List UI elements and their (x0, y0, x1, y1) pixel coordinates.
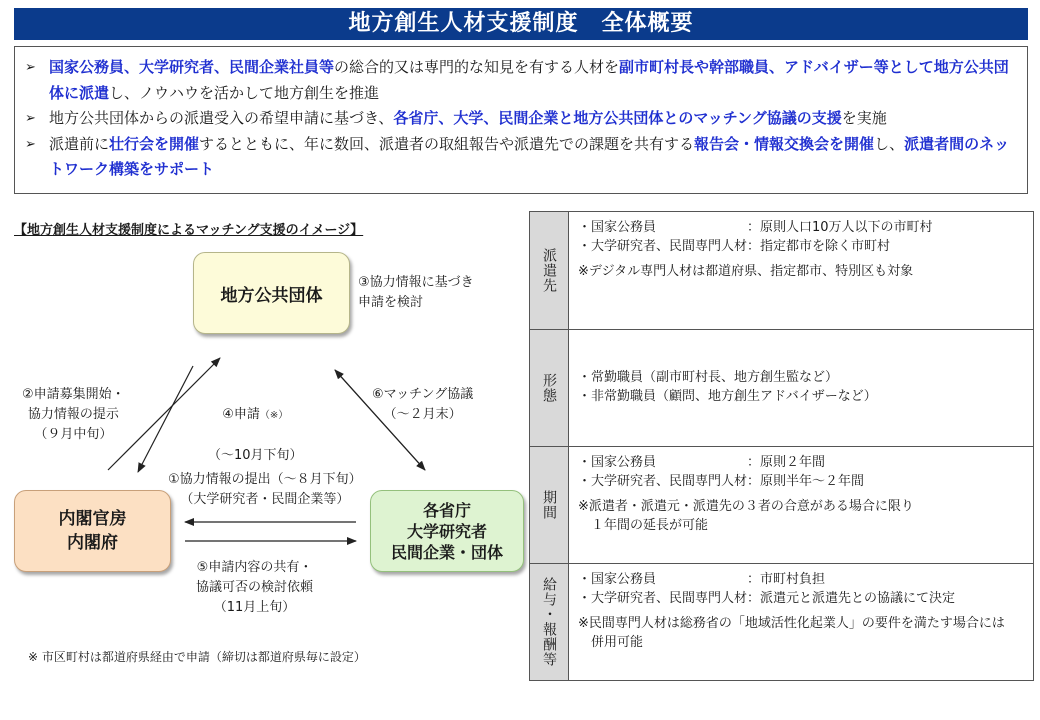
table-row-form (530, 329, 1033, 446)
step-4-note: （※） (259, 410, 289, 421)
diagram-title: 【地方創生人材支援制度によるマッチング支援のイメージ】 (14, 223, 364, 238)
row-header (530, 330, 569, 446)
step-3-label: ③協力情報に基づき 申請を検討 (358, 275, 474, 310)
highlight-text: 壮行会を開催 (109, 134, 200, 153)
row-content (578, 453, 1029, 535)
step-4-label (208, 385, 303, 466)
body-text: 地方公共団体からの派遣受入の希望申請に基づき、 (49, 109, 394, 127)
row-header (530, 212, 569, 329)
row-note: ※デジタル専門人材は都道府県、指定都市、特別区も対象 (578, 264, 914, 279)
highlight-text: 報告会・情報交換会を開催 (694, 134, 875, 153)
page-title: 地方創生人材支援制度 全体概要 (14, 8, 1028, 40)
body-text: の総合的又は専門的な知見を有する人材を (334, 58, 620, 76)
row-header (530, 447, 569, 563)
cabinet-office-box: 内閣官房 内閣府 (14, 490, 171, 572)
highlight-text: 国家公務員、大学研究者、民間企業社員等 (49, 58, 335, 76)
table-row-salary (530, 563, 1033, 680)
row-note: ※派遣者・派遣元・派遣先の３者の合意がある場合に限り １年間の延長が可能 (578, 499, 914, 533)
step-4-main: ④申請 (222, 407, 260, 422)
row-line: ・常勤職員（副市町村長、地方創生監など） (578, 370, 839, 385)
arrow-local-to-cabinet (138, 366, 193, 472)
body-text: 派遣前に (49, 134, 110, 153)
row-header-text: 給与・報酬等 (541, 577, 557, 667)
ministries-box: 各省庁 大学研究者 民間企業・団体 (370, 490, 524, 572)
row-header-text: 派遣先 (541, 248, 557, 293)
step-5-label: ⑤申請内容の共有・ 協議可否の検討依頼 （11月上旬） (196, 560, 314, 615)
row-header-text: 形態 (541, 373, 557, 403)
arrow-cabinet-to-local (108, 358, 220, 470)
table-row-period (530, 446, 1033, 563)
row-line: ・大学研究者、民間専門人材：指定都市を除く市町村 (578, 239, 891, 254)
row-note: ※民間専門人材は総務省の「地域活性化起業人」の要件を満たす場合には 併用可能 (578, 616, 1005, 650)
row-line: ・大学研究者、民間専門人材：原則半年～２年間 (578, 474, 865, 489)
row-line: ・国家公務員 ：市町村負担 (578, 572, 826, 587)
step-2-label: ②申請募集開始・ 協力情報の提示 （９月中旬） (22, 387, 125, 442)
highlight-text: 各省庁、大学、民間企業と地方公共団体とのマッチング協議の支援 (393, 109, 842, 127)
table-row-destination (530, 212, 1033, 329)
arrow-bullet-icon: ➢ (25, 60, 36, 75)
body-text: するとともに、年に数回、派遣者の取組報告や派遣先での課題を共有する (199, 134, 695, 153)
body-text: を実施 (841, 109, 887, 127)
row-line: ・国家公務員 ：原則人口10万人以下の市町村 (578, 220, 933, 235)
arrow-bullet-icon: ➢ (25, 136, 36, 152)
step-6-label: ⑥マッチング協議 （～２月末） (372, 387, 474, 422)
highlight-text: 派遣者間のネットワーク構築をサポート (49, 134, 1010, 178)
row-header-text: 期間 (541, 490, 557, 520)
body-text: し、 (874, 134, 905, 153)
row-line: ・国家公務員 ：原則２年間 (578, 455, 826, 470)
arrow-bullet-icon: ➢ (25, 111, 36, 126)
row-line: ・大学研究者、民間専門人材：派遣元と派遣先との協議にて決定 (578, 591, 956, 606)
conditions-table (529, 211, 1034, 681)
diagram-footnote: ※ 市区町村は都道府県経由で申請（締切は都道府県毎に設定） (28, 650, 366, 664)
highlight-text: 等として地方公共団体に派遣 (49, 58, 1009, 102)
row-header (530, 564, 569, 680)
row-content (578, 218, 1029, 281)
row-line: ・非常勤職員（顧問、地方創生アドバイザーなど） (578, 389, 877, 404)
step-4-date: （～10月下旬） (208, 448, 303, 463)
body-text: し、ノウハウを活かして地方創生を推進 (109, 83, 380, 102)
step-1-label: ①協力情報の提出（～８月下旬） （大学研究者・民間企業等） (168, 472, 362, 507)
highlight-text: 副市町村長や幹部職員、アドバイザー (619, 58, 874, 76)
row-content (578, 570, 1029, 652)
local-government-box: 地方公共団体 (193, 252, 350, 334)
row-content (578, 368, 1029, 406)
